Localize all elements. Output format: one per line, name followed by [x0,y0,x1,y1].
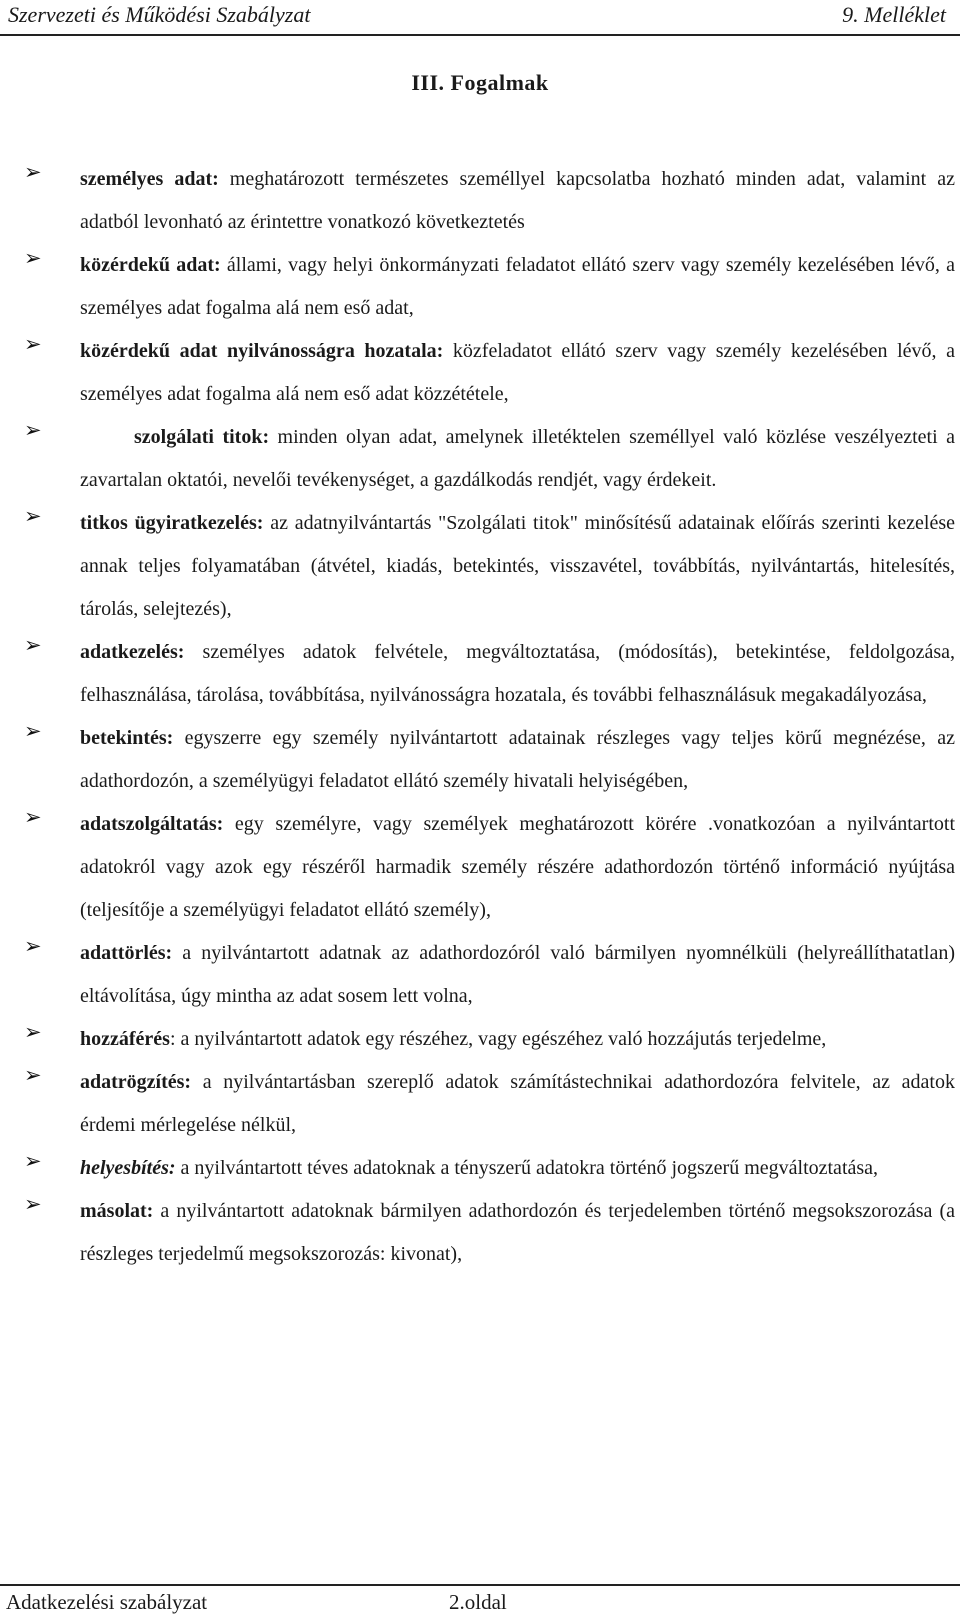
term: adatszolgáltatás: [80,813,224,835]
definition: : a nyilvántartott adatok egy részéhez, vagy egészéhez való hozzájutás terjedelme, [169,1028,827,1050]
definition: minden olyan adat, amelynek illetéktelen személlyel való közlése veszélyezteti a zavartalan oktatói, nevelői tevékenységet, a gazdálkodás rendjét, vagy érdekeit. [80,426,955,491]
definition: állami, vagy helyi önkormányzati feladatot ellátó szerv vagy személy kezelésében lévő, a személyes adat fogalma alá nem eső adat, [80,254,955,319]
term: személyes adat: [80,168,219,190]
list-item [0,1018,960,1061]
term: hozzáférés [80,1028,170,1050]
term: adatrögzítés: [80,1071,192,1093]
arrow-bullet-icon: ➢ [24,1063,42,1087]
arrow-bullet-icon: ➢ [24,719,42,743]
definition: a nyilvántartásban szereplő adatok számítástechnikai adathordozóra felvitele, az adatok érdemi mérlegelése nélkül, [80,1071,955,1136]
list-item [0,1147,960,1190]
list-item [0,244,960,330]
arrow-bullet-icon: ➢ [24,160,42,184]
arrow-bullet-icon: ➢ [24,1192,42,1216]
list-item [0,158,960,244]
arrow-bullet-icon: ➢ [24,1149,42,1173]
list-item [0,502,960,631]
term: titkos ügyiratkezelés: [80,512,264,534]
definitions-list [0,158,960,1276]
term: adattörlés: [80,942,173,964]
arrow-bullet-icon: ➢ [24,246,42,270]
definition: a nyilvántartott adatoknak bármilyen adathordozón és terjedelemben történő megsokszorozása (a részleges terjedelmű megsokszorozás: kivonat), [80,1200,955,1265]
term: adatkezelés: [80,641,185,663]
definition: közfeladatot ellátó szerv vagy személy kezelésében lévő, a személyes adat fogalma alá nem eső adat közzététele, [80,340,955,405]
header-right-text: 9. Melléklet [842,2,946,27]
definition: meghatározott természetes személlyel kapcsolatba hozható minden adat, valamint az adatból levonható az érintettre vonatkozó következtetés [80,168,955,233]
list-item [0,1190,960,1276]
definition: az adatnyilvántartás "Szolgálati titok" minősítésű adatainak előírás szerinti kezelése annak teljes folyamatában (átvétel, kiadás, betekintés, visszavétel, továbbítás, nyilvántartás, hitelesítés, tárolás, selejtezés), [80,512,955,620]
footer-left-text: Adatkezelési szabályzat [6,1590,208,1614]
list-item [0,932,960,1018]
list-item [0,1061,960,1147]
list-item [0,803,960,932]
arrow-bullet-icon: ➢ [24,418,42,442]
definition: a nyilvántartott téves adatoknak a tényszerű adatokra történő jogszerű megváltoztatása, [175,1157,879,1179]
arrow-bullet-icon: ➢ [24,1020,42,1044]
definition: egy személyre, vagy személyek meghatározott körére .vonatkozóan a nyilvántartott adatokról vagy azok egy részéről harmadik személy részére adathordozón történő információ nyújtása (teljesítője a személyügyi feladatot ellátó személy), [80,813,955,921]
definition: egyszerre egy személy nyilvántartott adatainak részleges vagy teljes körű megnézése, az adathordozón, a személyügyi feladatot ellátó személy hivatali helyiségében, [80,727,955,792]
arrow-bullet-icon: ➢ [24,805,42,829]
list-item [0,631,960,717]
definition: a nyilvántartott adatnak az adathordozóról való bármilyen nyomnélküli (helyreállíthatatlan) eltávolítása, úgy mintha az adat sosem lett volna, [80,942,955,1007]
header-left-text: Szervezeti és Működési Szabályzat [8,2,311,27]
list-item [0,330,960,416]
term: szolgálati titok: [134,426,270,448]
arrow-bullet-icon: ➢ [24,504,42,528]
definition: személyes adatok felvétele, megváltoztatása, (módosítás), betekintése, feldolgozása, felhasználása, tárolása, továbbítása, nyilvánosságra hozatala, és további felhasználásuk megakadályozása, [80,641,955,706]
section-title: III. Fogalmak [411,70,549,95]
term: helyesbítés: [80,1157,176,1179]
term: másolat: [80,1200,154,1222]
list-item [0,416,960,502]
arrow-bullet-icon: ➢ [24,934,42,958]
term: betekintés: [80,727,174,749]
list-item [0,717,960,803]
arrow-bullet-icon: ➢ [24,633,42,657]
term: közérdekű adat nyilvánosságra hozatala: [80,340,444,362]
page-footer [0,1584,960,1619]
page-number: 2.oldal [449,1590,507,1614]
term: közérdekű adat: [80,254,221,276]
arrow-bullet-icon: ➢ [24,332,42,356]
page-header [0,0,960,36]
